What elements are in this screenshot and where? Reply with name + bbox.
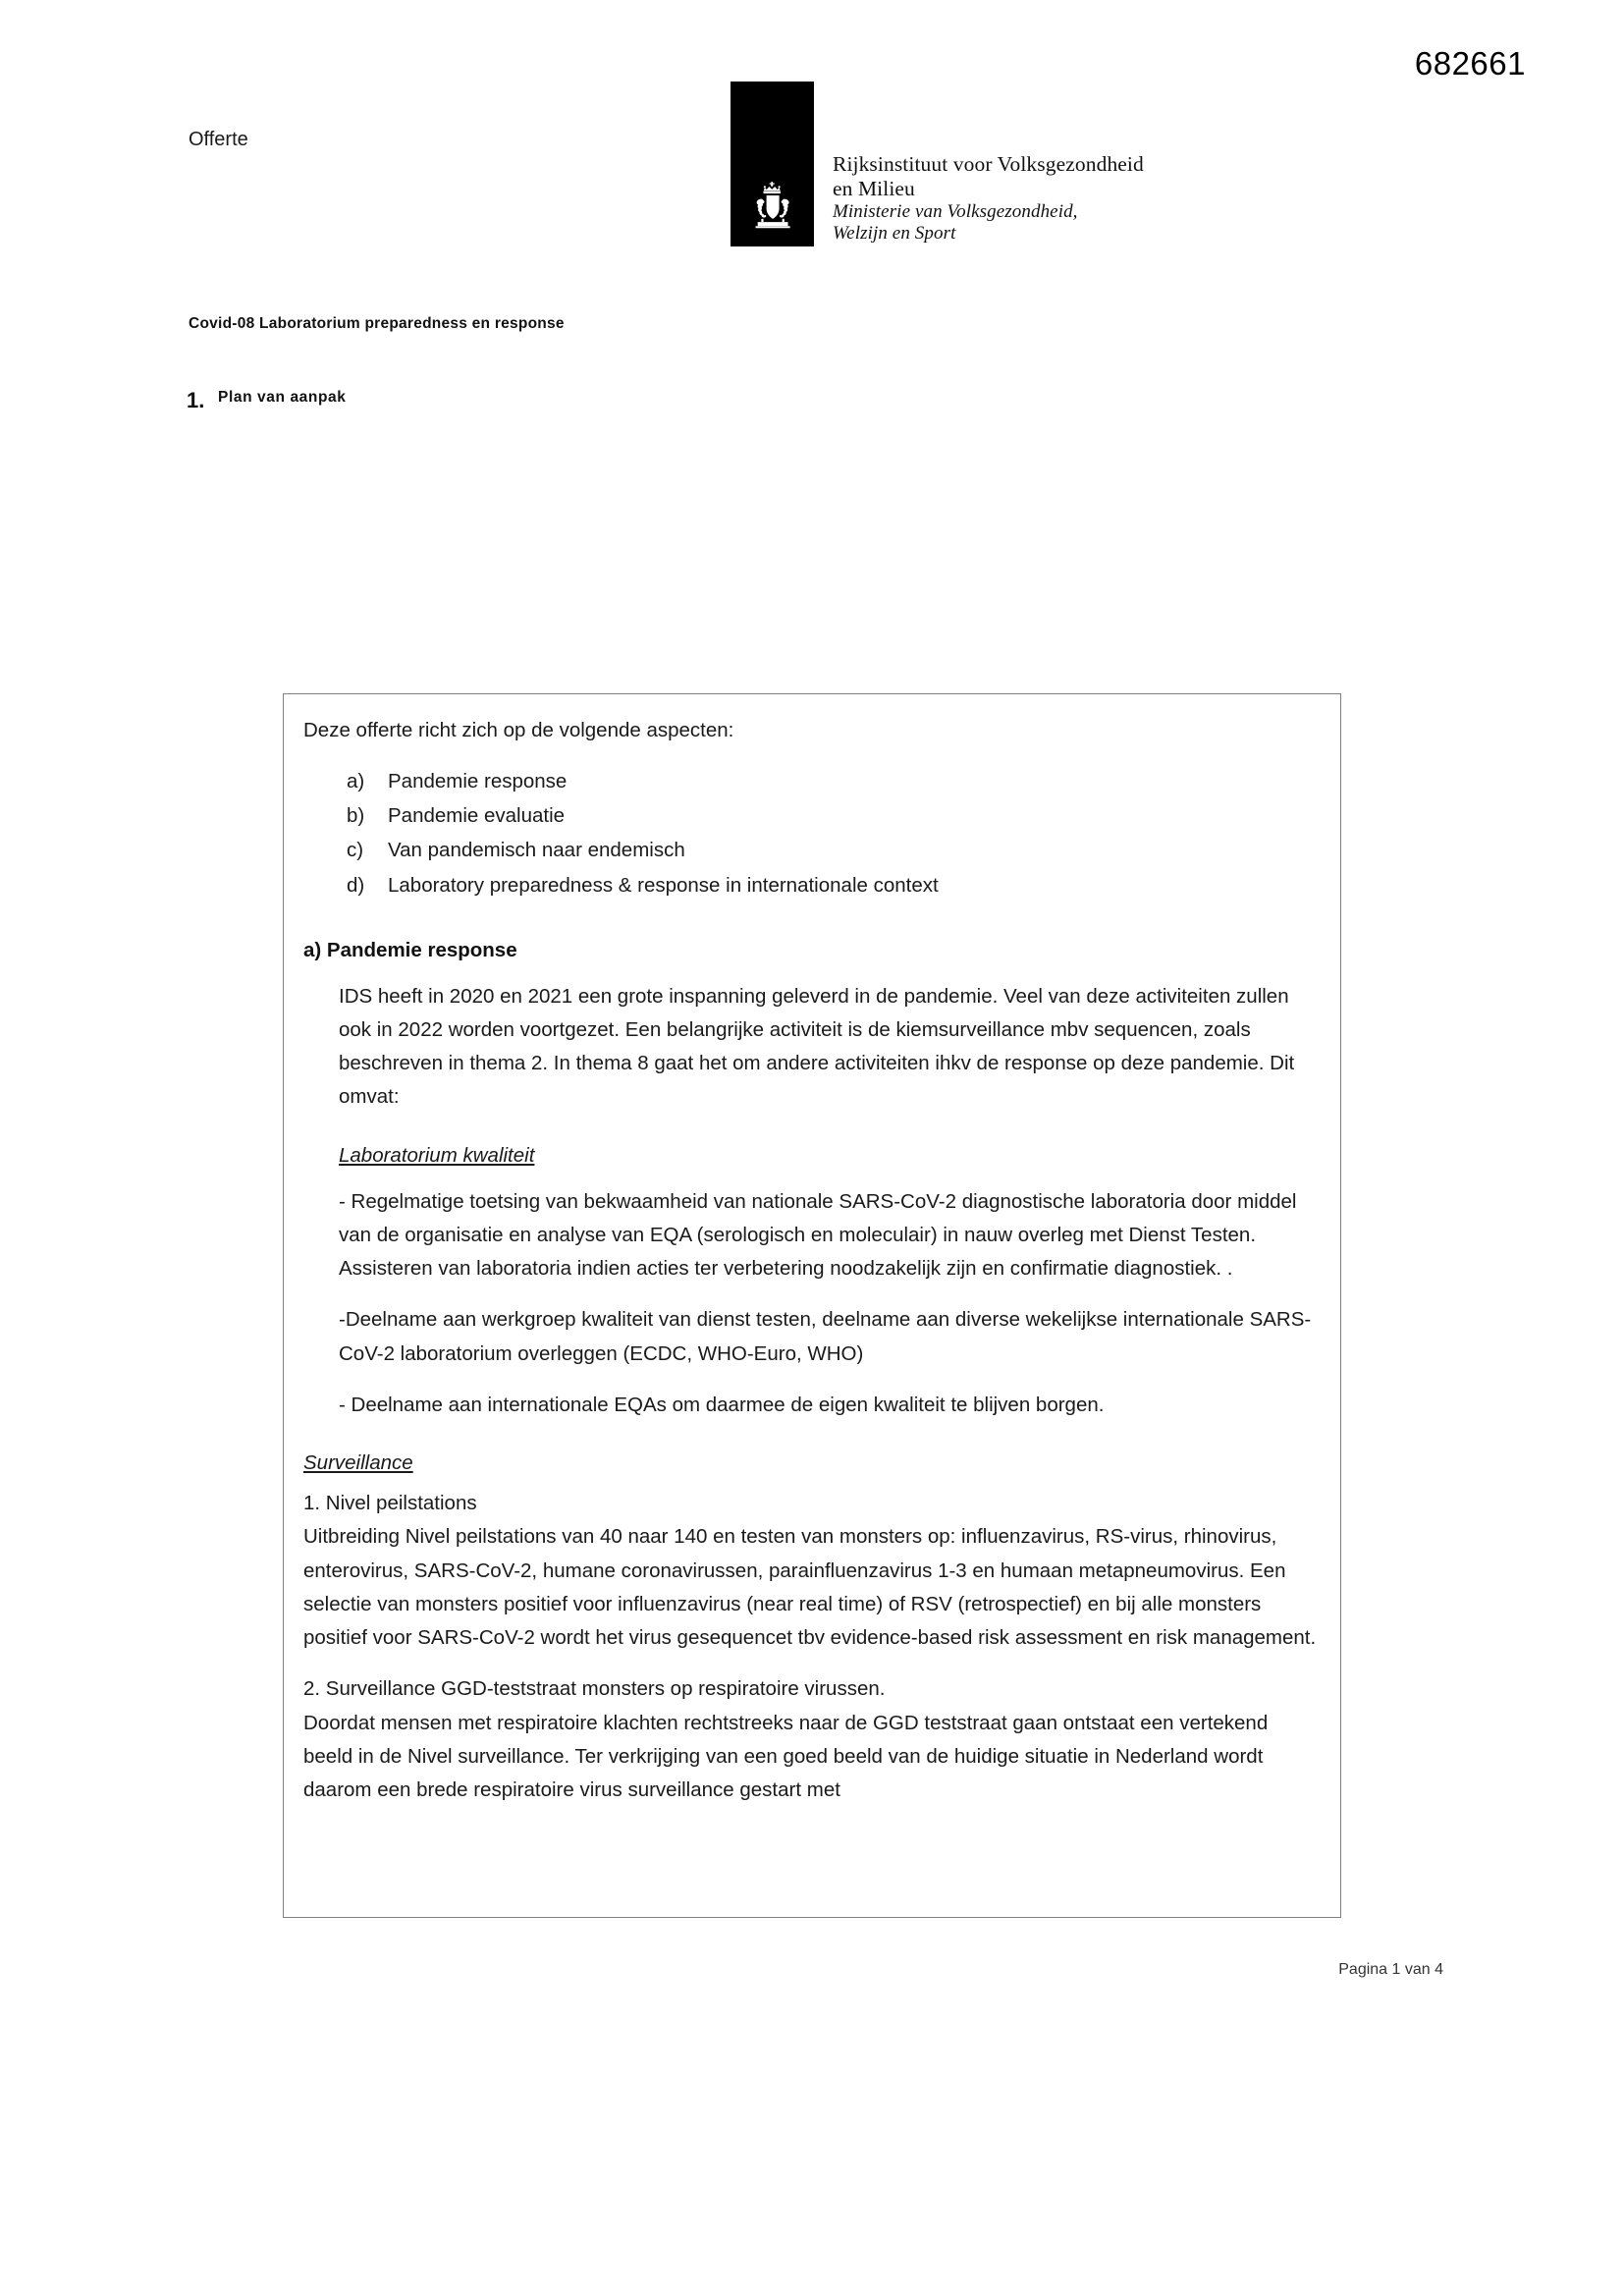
section-heading <box>187 388 346 413</box>
intro-sentence: Deze offerte richt zich op de volgende aspecten: <box>303 719 734 741</box>
aspect-list <box>303 764 1317 902</box>
list-item-marker: c) <box>347 839 364 862</box>
paragraph-intro: IDS heeft in 2020 en 2021 een grote inspanning geleverd in de pandemie. Veel van deze activiteiten zullen ook in 2022 worden voortgezet. Een belangrijke activiteit is de kiemsurveillance mbv sequencen, zoals beschreven in thema 2. In thema 8 gaat het om andere activiteiten ihkv de response op deze pandemie. Dit omvat: <box>339 984 1295 1109</box>
theme-heading: Covid-08 Laboratorium preparedness en response <box>189 315 565 332</box>
list-item-label: Pandemie response <box>388 769 568 793</box>
logo-ministry-line1: Ministerie van Volksgezondheid, <box>833 200 1078 222</box>
logo-ministry-line2: Welzijn en Sport <box>833 222 956 244</box>
list-item <box>347 833 1317 867</box>
section-title: Plan van aanpak <box>218 389 347 406</box>
paragraph-kwaliteit-3: - Deelname aan internationale EQAs om daarmee de eigen kwaliteit te blijven borgen. <box>339 1393 1105 1416</box>
list-item <box>347 868 1317 902</box>
surveillance-2-title: 2. Surveillance GGD-teststraat monsters op respiratoire virussen. <box>303 1677 886 1701</box>
list-item-marker: a) <box>347 769 365 793</box>
document-number: 682661 <box>1414 45 1526 82</box>
logo-organisation-line2: en Milieu <box>833 177 915 200</box>
surveillance-1-body: Uitbreiding Nivel peilstations van 40 naar 140 en testen van monsters op: influenzavirus, RS-virus, rhinovirus, enterovirus, SARS-CoV-2, humane coronavirussen, parainfluenzavirus 1-3 en humaan metapneumovirus. Een selectie van monsters positief voor influenzavirus (near real time) of RSV (retrospectief) en bij alle monsters positief voor SARS-CoV-2 wordt het virus gesequencet tbv evidence-based risk assessment en risk management. <box>303 1525 1317 1650</box>
surveillance-1-title: 1. Nivel peilstations <box>303 1492 477 1515</box>
offerte-label: Offerte <box>189 129 248 150</box>
list-item <box>347 798 1317 833</box>
paragraph-kwaliteit-1: - Regelmatige toetsing van bekwaamheid van nationale SARS-CoV-2 diagnostische laboratoria door middel van de organisatie en analyse van EQA (serologisch en moleculair) in nauw overleg met Dienst Testen. Assisteren van laboratoria indien acties ter verbetering noodzakelijk zijn en confirmatie diagnostiek. . <box>339 1189 1297 1281</box>
paragraph-kwaliteit-2: -Deelname aan werkgroep kwaliteit van dienst testen, deelname aan diverse wekelijkse internationale SARS-CoV-2 laboratorium overleggen (ECDC, WHO-Euro, WHO) <box>339 1308 1312 1365</box>
rivm-logo <box>731 82 1144 246</box>
logo-text-block <box>833 152 1144 246</box>
list-item-label: Pandemie evaluatie <box>388 804 566 827</box>
list-item <box>347 764 1317 798</box>
page-footer: Pagina 1 van 4 <box>1338 1961 1443 1978</box>
list-item-label: Laboratory preparedness & response in internationale context <box>388 873 939 897</box>
heading-surveillance: Surveillance <box>303 1451 413 1475</box>
surveillance-2-body: Doordat mensen met respiratoire klachten rechtstreeks naar de GGD teststraat gaan ontstaat een vertekend beeld in de Nivel surveillance. Ter verkrijging van een goed beeld van de huidige situatie in Nederland wordt daarom een brede respiratoire virus surveillance gestart met <box>303 1711 1269 1801</box>
list-item-marker: b) <box>347 804 365 827</box>
list-item-label: Van pandemisch naar endemisch <box>388 839 685 862</box>
logo-organisation-line1: Rijksinstituut voor Volksgezondheid <box>833 152 1144 177</box>
section-number: 1. <box>187 388 205 412</box>
subsection-a-heading: a) Pandemie response <box>303 938 517 961</box>
list-item-marker: d) <box>347 873 365 897</box>
logo-black-bar <box>731 82 814 246</box>
heading-laboratorium-kwaliteit: Laboratorium kwaliteit <box>339 1143 535 1167</box>
content-box <box>283 693 1341 1918</box>
netherlands-coat-of-arms-icon <box>742 177 803 238</box>
